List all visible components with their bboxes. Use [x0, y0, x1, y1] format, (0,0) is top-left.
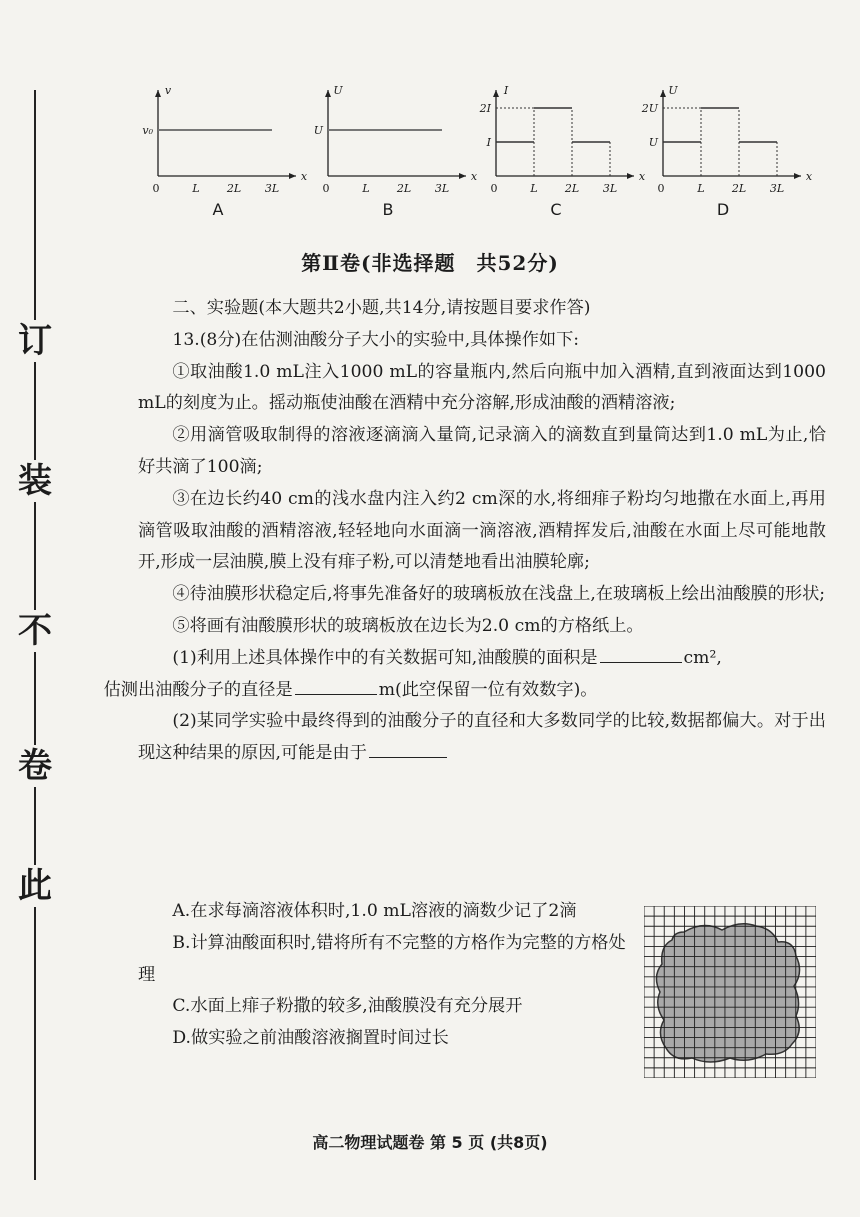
- q13-step4: ④待油膜形状稳定后,将事先准备好的玻璃板放在浅盘上,在玻璃板上绘出油酸膜的形状;: [172, 584, 826, 605]
- graph-b-plot: [308, 80, 478, 200]
- x-tick-label: 2L: [564, 182, 580, 195]
- y-tick-label: v₀: [142, 124, 153, 137]
- graph-c: [476, 80, 646, 230]
- option-d: D.做实验之前油酸溶液搁置时间过长: [172, 1028, 449, 1049]
- graph-caption: A: [212, 200, 224, 219]
- x-axis-arrow: [794, 173, 801, 179]
- page-footer: 高二物理试题卷 第 5 页 (共8页): [312, 1133, 548, 1152]
- oil-film-grid-figure: [644, 906, 816, 1078]
- binding-char: 不: [18, 611, 52, 651]
- x-tick-label: L: [697, 182, 705, 195]
- graph-d: [641, 80, 813, 230]
- x-axis-arrow: [459, 173, 466, 179]
- binding-char: 此: [18, 866, 52, 906]
- x-axis-label: x: [300, 170, 308, 183]
- graph-caption: C: [550, 200, 562, 219]
- x-axis-label: x: [638, 170, 646, 183]
- y-axis-arrow: [325, 90, 331, 97]
- graph-caption: D: [716, 200, 730, 219]
- origin-label: 0: [657, 182, 665, 195]
- sub1-text-d: m(此空保留一位有效数字)。: [378, 679, 598, 700]
- y-axis-arrow: [660, 90, 666, 97]
- y-tick-label: U: [648, 136, 658, 149]
- graph-a-plot: [138, 80, 308, 200]
- q13-step1: ①取油酸1.0 mL注入1000 mL的容量瓶内,然后向瓶中加入酒精,直到液面达到1000 mL的刻度为止。摇动瓶使油酸在酒精中充分溶解,形成油酸的酒精溶液;: [138, 361, 826, 414]
- binding-char: 卷: [18, 746, 52, 786]
- graph-b: [308, 80, 478, 230]
- y-axis-arrow: [493, 90, 499, 97]
- y-axis-label: U: [333, 84, 343, 97]
- origin-label: 0: [490, 182, 498, 195]
- y-tick-label: U: [313, 124, 323, 137]
- option-b: B.计算油酸面积时,错将所有不完整的方格作为完整的方格处理: [138, 932, 626, 985]
- q13-sub1: [103, 643, 826, 707]
- binding-char: 装: [18, 461, 52, 501]
- oil-film-grid: [644, 906, 816, 1078]
- x-axis-label: x: [470, 170, 478, 183]
- binding-char: 订: [18, 321, 52, 361]
- sub1-text-a: (1)利用上述具体操作中的有关数据可知,油酸膜的面积是: [172, 647, 598, 668]
- q13-step5: ⑤将画有油酸膜形状的玻璃板放在边长为2.0 cm的方格纸上。: [172, 615, 644, 636]
- option-a: A.在求每滴溶液体积时,1.0 mL溶液的滴数少记了2滴: [172, 901, 577, 921]
- part-header: 二、实验题(本大题共2小题,共14分,请按题目要求作答): [172, 298, 591, 318]
- graph-caption: B: [382, 200, 394, 219]
- binding-margin: [0, 0, 80, 1217]
- answer-blank-diameter[interactable]: [295, 693, 377, 695]
- q13-sub2: [138, 706, 826, 770]
- x-tick-label: 2L: [226, 182, 242, 195]
- x-tick-label: 3L: [264, 182, 280, 195]
- x-tick-label: 3L: [434, 182, 450, 195]
- oil-film-shape: [656, 924, 799, 1062]
- y-axis-label: U: [668, 84, 678, 97]
- y-tick-label: 2U: [641, 102, 658, 115]
- x-tick-label: 2L: [396, 182, 412, 195]
- y-tick-label: 2I: [479, 102, 491, 115]
- option-c: C.水面上痱子粉撒的较多,油酸膜没有充分展开: [172, 996, 523, 1017]
- x-tick-label: 3L: [602, 182, 618, 195]
- x-tick-label: L: [192, 182, 200, 195]
- graph-c-plot: [476, 80, 646, 200]
- sub1-text-b: cm²,: [683, 647, 722, 668]
- x-axis-label: x: [805, 170, 813, 183]
- sub1-text-c: 估测出油酸分子的直径是: [103, 679, 293, 700]
- x-tick-label: L: [362, 182, 370, 195]
- answer-blank-reason[interactable]: [369, 756, 447, 758]
- graph-d-plot: [641, 80, 813, 200]
- x-axis-arrow: [627, 173, 634, 179]
- y-tick-label: I: [486, 136, 491, 149]
- y-axis-arrow: [155, 90, 161, 97]
- x-axis-arrow: [289, 173, 296, 179]
- choice-graphs: [138, 80, 818, 230]
- graph-a: [138, 80, 308, 230]
- section-title: 第Ⅱ卷(非选择题 共52分): [301, 251, 559, 275]
- q13-step2: ②用滴管吸取制得的溶液逐滴滴入量筒,记录滴入的滴数直到量筒达到1.0 mL为止,恰好共滴了100滴;: [138, 425, 826, 477]
- sub2-text: (2)某同学实验中最终得到的油酸分子的直径和大多数同学的比较,数据都偏大。对于出现这种结果的原因,可能是由于: [138, 711, 826, 764]
- answer-blank-area[interactable]: [600, 661, 682, 663]
- x-tick-label: 3L: [769, 182, 785, 195]
- question-13: [103, 293, 826, 770]
- y-axis-label: v: [164, 84, 172, 97]
- y-axis-label: I: [503, 84, 509, 97]
- origin-label: 0: [152, 182, 160, 195]
- x-tick-label: 2L: [731, 182, 747, 195]
- x-tick-label: L: [530, 182, 538, 195]
- q13-step3: ③在边长约40 cm的浅水盘内注入约2 cm深的水,将细痱子粉均匀地撒在水面上,再用滴管吸取油酸的酒精溶液,轻轻地向水面滴一滴溶液,酒精挥发后,油酸在水面上尽可能地散开,形成一层油膜,膜上没有痱子粉,可以清楚地看出油膜轮廓;: [138, 488, 826, 573]
- origin-label: 0: [322, 182, 330, 195]
- q13-options: [138, 896, 628, 1055]
- q13-intro: 13.(8分)在估测油酸分子大小的实验中,具体操作如下:: [172, 329, 580, 350]
